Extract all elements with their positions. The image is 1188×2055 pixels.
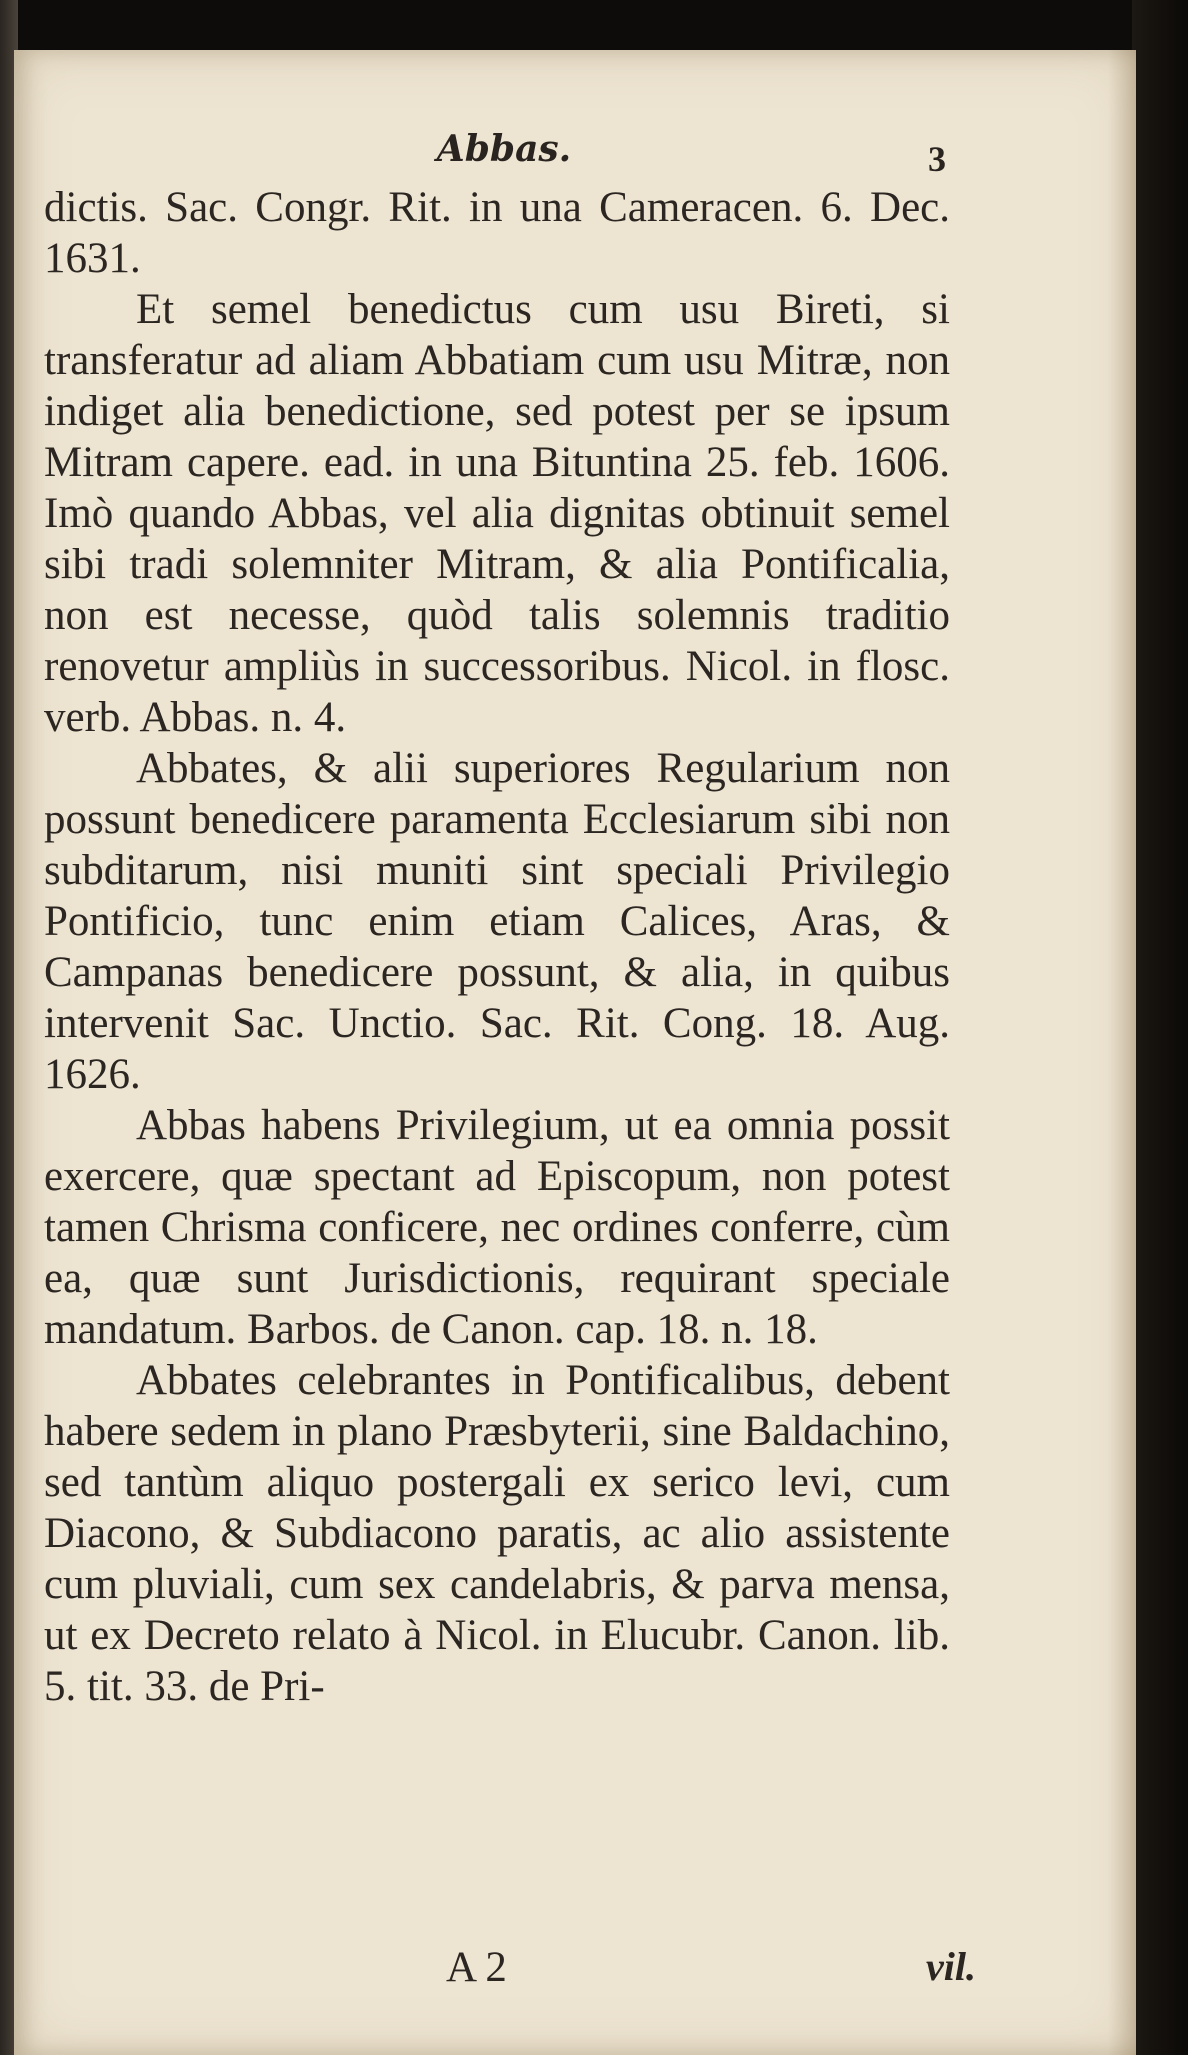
paragraph-chrisma: Abbas habens Privilegium, ut ea omnia possit exercere, quæ spectant ad Episcopum, non potest tamen Chrisma conficere, nec ordines conferre, cùm ea, quæ sunt Jurisdictionis, requirant speciale mandatum. Barbos. de Canon. cap. 18. n. 18. (44, 1102, 950, 1353)
signature-mark: A 2 (446, 1944, 507, 1991)
paragraph-abbates-benedicere: Abbates, & alii superiores Regularium non possunt benedicere paramenta Ecclesiarum sibi non subditarum, nisi muniti sint speciali Privilegio Pontificio, tunc enim etiam Calices, Aras, & Campanas benedicere possunt, & alia, in quibus intervenit Sac. Unctio. Sac. Rit. Cong. 18. Aug. 1626. (44, 745, 950, 1098)
body-text (44, 182, 950, 1712)
catchword: vil. (926, 1944, 976, 1989)
scan-background-top (0, 0, 1188, 52)
page-edge-shadow (1108, 50, 1136, 2055)
paragraph-mitra: Et semel benedictus cum usu Bireti, si transferatur ad aliam Abbatiam cum usu Mitræ, non indiget alia benedictione, sed potest per se ipsum Mitram capere. ead. in una Bituntina 25. feb. 1606. Imò quando Abbas, vel alia dignitas obtinuit semel sibi tradi solemniter Mitram, & alia Pontificalia, non est necesse, quòd talis solemnis traditio renovetur ampliùs in successoribus. Nicol. in flosc. verb. Abbas. n. 4. (44, 286, 950, 741)
page-header (44, 128, 964, 188)
page-number: 3 (928, 139, 946, 179)
scan-background-right (1132, 0, 1188, 2055)
running-head: Abbas. (436, 128, 572, 170)
paragraph-continuation: dictis. Sac. Congr. Rit. in una Cameracen. 6. Dec. 1631. (44, 184, 950, 282)
paragraph-pontificalibus: Abbates celebrantes in Pontificalibus, debent habere sedem in plano Præsbyterii, sine Baldachino, sed tantùm aliquo postergali ex serico levi, cum Diacono, & Subdiacono paratis, ac alio assistente cum pluviali, cum sex candelabris, & parva mensa, ut ex Decreto relato à Nicol. in Elucubr. Canon. lib. 5. tit. 33. de Pri- (44, 1357, 950, 1710)
